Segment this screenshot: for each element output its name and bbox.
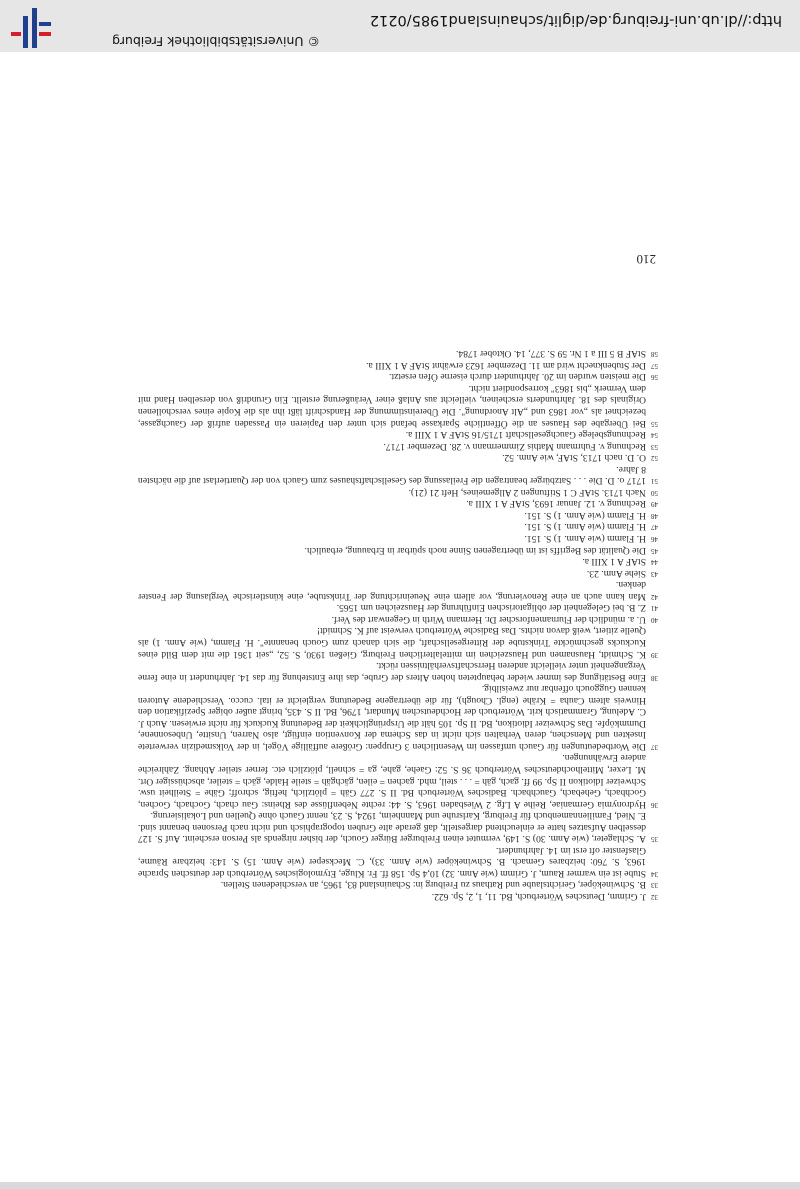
footnote [138,463,658,486]
footnote-text: O. D. nach 1713, StAF, wie Anm. 52. [502,452,646,464]
footnote-number: 50 [651,488,658,497]
footnote-text: 1717 o. D. Die . . . Satzbürger beantragen die Freilassung des Gesellschaftshauses zum Gauch von der Quartierlast auf die nächsten 8 Jahre. [138,463,646,487]
footnote-number: 46 [651,535,658,544]
footnote-text: StAF A 1 XIII a. [582,556,646,568]
footnote-number: 39 [651,650,658,659]
footnote-number: 45 [651,546,658,555]
footnote-text: Stube ist ein warmer Raum, J. Grimm (wie Anm. 32) 10,4 Sp. 158 ff. Fr. Kluge, Etymologisches Wörterbuch der deutschen Sprache 1963, S. 760: heizbares Gemach. B. Schwineköper (wie Anm. 33), C. Meckseper (wie Anm. 15) S. 143: heizbare Räume, Glasfenster oft erst im 14. Jahrhundert. [138,844,646,879]
footnote [138,348,658,360]
page-number: 210 [636,252,656,267]
footnote [138,579,658,602]
footnote-number: 58 [651,350,658,359]
footnote-number: 52 [651,454,658,463]
footnote-text: Die Wortbedeutungen für Gauch umfassen im Wesentlichen 3 Gruppen: Größere auffällige Vögel, in der Volksmedizin verwertete Insekten und Menschen, deren Verhalten sich nicht in das Schema der Konvention einfügt, also Narren, Unsitte, Unbesonnene, Dummköpfe. Das Schweizer Idiotikon, Bd. II Sp. 105 hält die Ursprünglichkeit der Bedeutung Kuckuck für nicht erwiesen. Auch J. C. Adelung, Grammatisch krit. Wörterbuch der Hochdeutschen Mundart, 1796, Bd. II S. 435, bringt außer obiger Spezifikation den Hinweis altem Cauha = Krähe (engl. Chough), für die übertragene Bedeutung vergleicht er ital. cucco. Verschiedene Autoren kennen Guggouch offenbar nur zweisilbig. [138,683,646,752]
footnote-number: 36 [651,800,658,809]
footnote-text: K. Schmidt, Hausnamen und Hauszeichen im mittelalterlichen Freiburg, Gießen 1930, S. 52, „seit 1361 die mit dem Bild eines Kuckucks geschmückte Trinkstube der Rittergesellschaft, die sich danach zum Gouch benannte". H. Flamm, (wie Anm. 1) als Quelle zitiert, weiß davon nichts. Das Badische Wörterbuch verweist auf K. Schmidt! [138,625,646,660]
footnote [138,556,658,568]
footnote-text: Hydronymia Germaniae, Reihe A Lfg. 2 Wiesbaden 1963, S. 44: rechte Nebenflüsse des Rheins: Gau chach, Gochach, Gochen, Gochbach, Gehebach, Gauchbach. Badisches Wörterbuch Bd. II S. 277 Gäh = plötzlich, heftig, schroff; Gähe = Steilheit usw. Schweizer Idiotikon II Sp. 99 ff. gach, gäh = . . . steil, mhd. gachen = eilen, gächgäh = steile Halde, gäch = steiler, abschüssiger Ort. M. Lexer, Mittelhochdeutsches Wörterbuch 36 S. 52: Gaehe, gahe, ga = schnell, plötzlich etc. ferner steiler Abhang. Zahlreiche andere Erwähnungen. [138,752,646,810]
footnote [138,683,658,752]
footnote [138,879,658,891]
footnote [138,752,658,810]
footnote [138,544,658,556]
footnote-text: J. Grimm, Deutsches Wörterbuch, Bd. 11, 1, 2, Sp. 622. [431,891,646,902]
footnote [138,602,658,614]
footnote-text: Siehe Anm. 23. [586,567,646,579]
footnote [138,890,658,902]
footnote-number: 42 [651,592,658,601]
footnote-text: Rechnung v. Fuhrmann Mathis Zimmermann v. 28. Dezember 1717. [383,440,646,452]
university-library-logo-icon [9,4,53,52]
footnote-number: 48 [651,511,658,520]
footnote-number: 55 [651,419,658,428]
footnote-number: 57 [651,361,658,370]
footnotes-block [138,348,658,902]
footnote [138,359,658,371]
footnote-text: U. a. mündlich der Flurnamenforscher Dr. Hermann Wirth in Gegenwart des Verf. [331,613,646,625]
footnote-number: 43 [651,569,658,578]
footnote [138,382,658,428]
footnote [138,486,658,498]
footnote-text: Die Qualität des Begriffs ist im übertragenen Sinne noch spürbar in Erbauung, erbaulich. [304,544,646,556]
footnote-text: Rechnungsbelege Gauchgesellschaft 1715/16 StAF A 1 XIII a. [405,429,646,441]
footnote-number: 34 [651,869,658,878]
footnote-number: 37 [651,742,658,751]
footer-bar [0,0,800,52]
bottom-edge-strip [0,1182,800,1189]
footnote-text: H. Flamm (wie Anm. 1) S. 151. [524,521,646,533]
footnote-number: 41 [651,604,658,613]
footnote-number: 38 [651,673,658,682]
footnote [138,613,658,625]
footnote-text: Z. B. bei Gelegenheit der obligatorischen Einführung der Hauszeichen um 1565. [336,602,646,614]
footnote [138,452,658,464]
footnote-number: 33 [651,881,658,890]
footnote-number: 53 [651,442,658,451]
footnote [138,810,658,845]
footnote-text: H. Flamm (wie Anm. 1) S. 151. [524,509,646,521]
source-url-link[interactable]: http://dl.ub.uni-freiburg.de/diglit/schauinsland1985/0212 [369,12,782,28]
footnote-text: Eine Bestätigung des immer wieder behaupteten hohen Alters der Grube, das ihre Entstehung für das 14. Jahrhundert in eine ferne Vergangenheit unter vielleicht anderen Herrschaftsverhältnissen rückt. [138,660,646,683]
footnote-text: H. Flamm (wie Anm. 1) S. 151. [524,533,646,545]
footnote-text: Nach 1713. StAF C 1 Stiftungen 2 Allgemeines, Heft 21 (21). [408,486,646,498]
footnote-number: 49 [651,500,658,509]
footnote-text: Man kann auch an eine Renovierung, vor allem eine Neueinrichtung der Trinkstube, eine künstlerische Verglasung der Fenster denken. [138,579,646,602]
footnote-number: 35 [651,835,658,844]
footnote [138,533,658,545]
footnote [138,625,658,660]
footnote-number: 54 [651,431,658,440]
footnote [138,429,658,441]
footnote-number: 40 [651,615,658,624]
footnote-number: 51 [651,477,658,486]
footnote-number: 56 [651,373,658,382]
footnote-text: Rechnung v. 12. Januar 1693, StAF A 1 XIII a. [466,498,646,510]
footnote [138,440,658,452]
footnote [138,844,658,879]
footnote-text: B. Schwineköper, Gerichtslaube und Rathaus zu Freiburg in: Schauinsland 83, 1965, an verschiedenen Stellen. [220,879,646,891]
footnote-text: A. Schlageter, (wie Anm. 30) S. 149, vermutet einen Freiburger Bürger Gouch, der bisher nirgends als Person erscheint. Auf S. 127 desselben Aufsatzes hatte er einleuchtend dargestellt, daß gerade alte Gruben topographisch und nicht nach Personen benannt sind. E. Nied, Familiennamenbuch für Freiburg, Karlsruhe und Mannheim, 1924, S. 23, nennt Gauch ohne Quellen und Lokalisierung. [138,810,646,845]
footnote [138,567,658,579]
footnote-text: Der Stubenknecht wird am 11. Dezember 1623 erwähnt StAF A 1 XIII a. [366,359,646,371]
footnote-number: 32 [651,893,658,901]
footnote [138,509,658,521]
copyright-text: © Universitätsbibliothek Freiburg [112,34,320,49]
footnote-text: StAF B 5 III a 1 Nr. 59 S. 377, 14. Oktober 1784. [455,348,646,360]
footnote-text: Die meisten wurden im 20. Jahrhundert durch eiserne Öfen ersetzt. [388,371,646,383]
footnote-number: 44 [651,558,658,567]
footnote-text: Bei Übergabe des Hauses an die Öffentliche Sparkasse befand sich unter den Papieren ein Passaden aufriß der Gauchgasse, bezeichnet als „vor 1863 und „Alt Anordnung". Die Übereinstimmung der Handschrift läßt ihn als die Kopie eines verschollenen Originals des 18. Jahrhunderts erscheinen, vielleicht aus Anlaß einer Veräußerung erstellt. Ein Grundriß von derselben Hand mit dem Vermerk „bis 1863" korrespondiert nicht. [138,382,646,429]
footnote [138,498,658,510]
footnote [138,660,658,683]
footnote [138,521,658,533]
footnote [138,371,658,383]
footnote-number: 47 [651,523,658,532]
